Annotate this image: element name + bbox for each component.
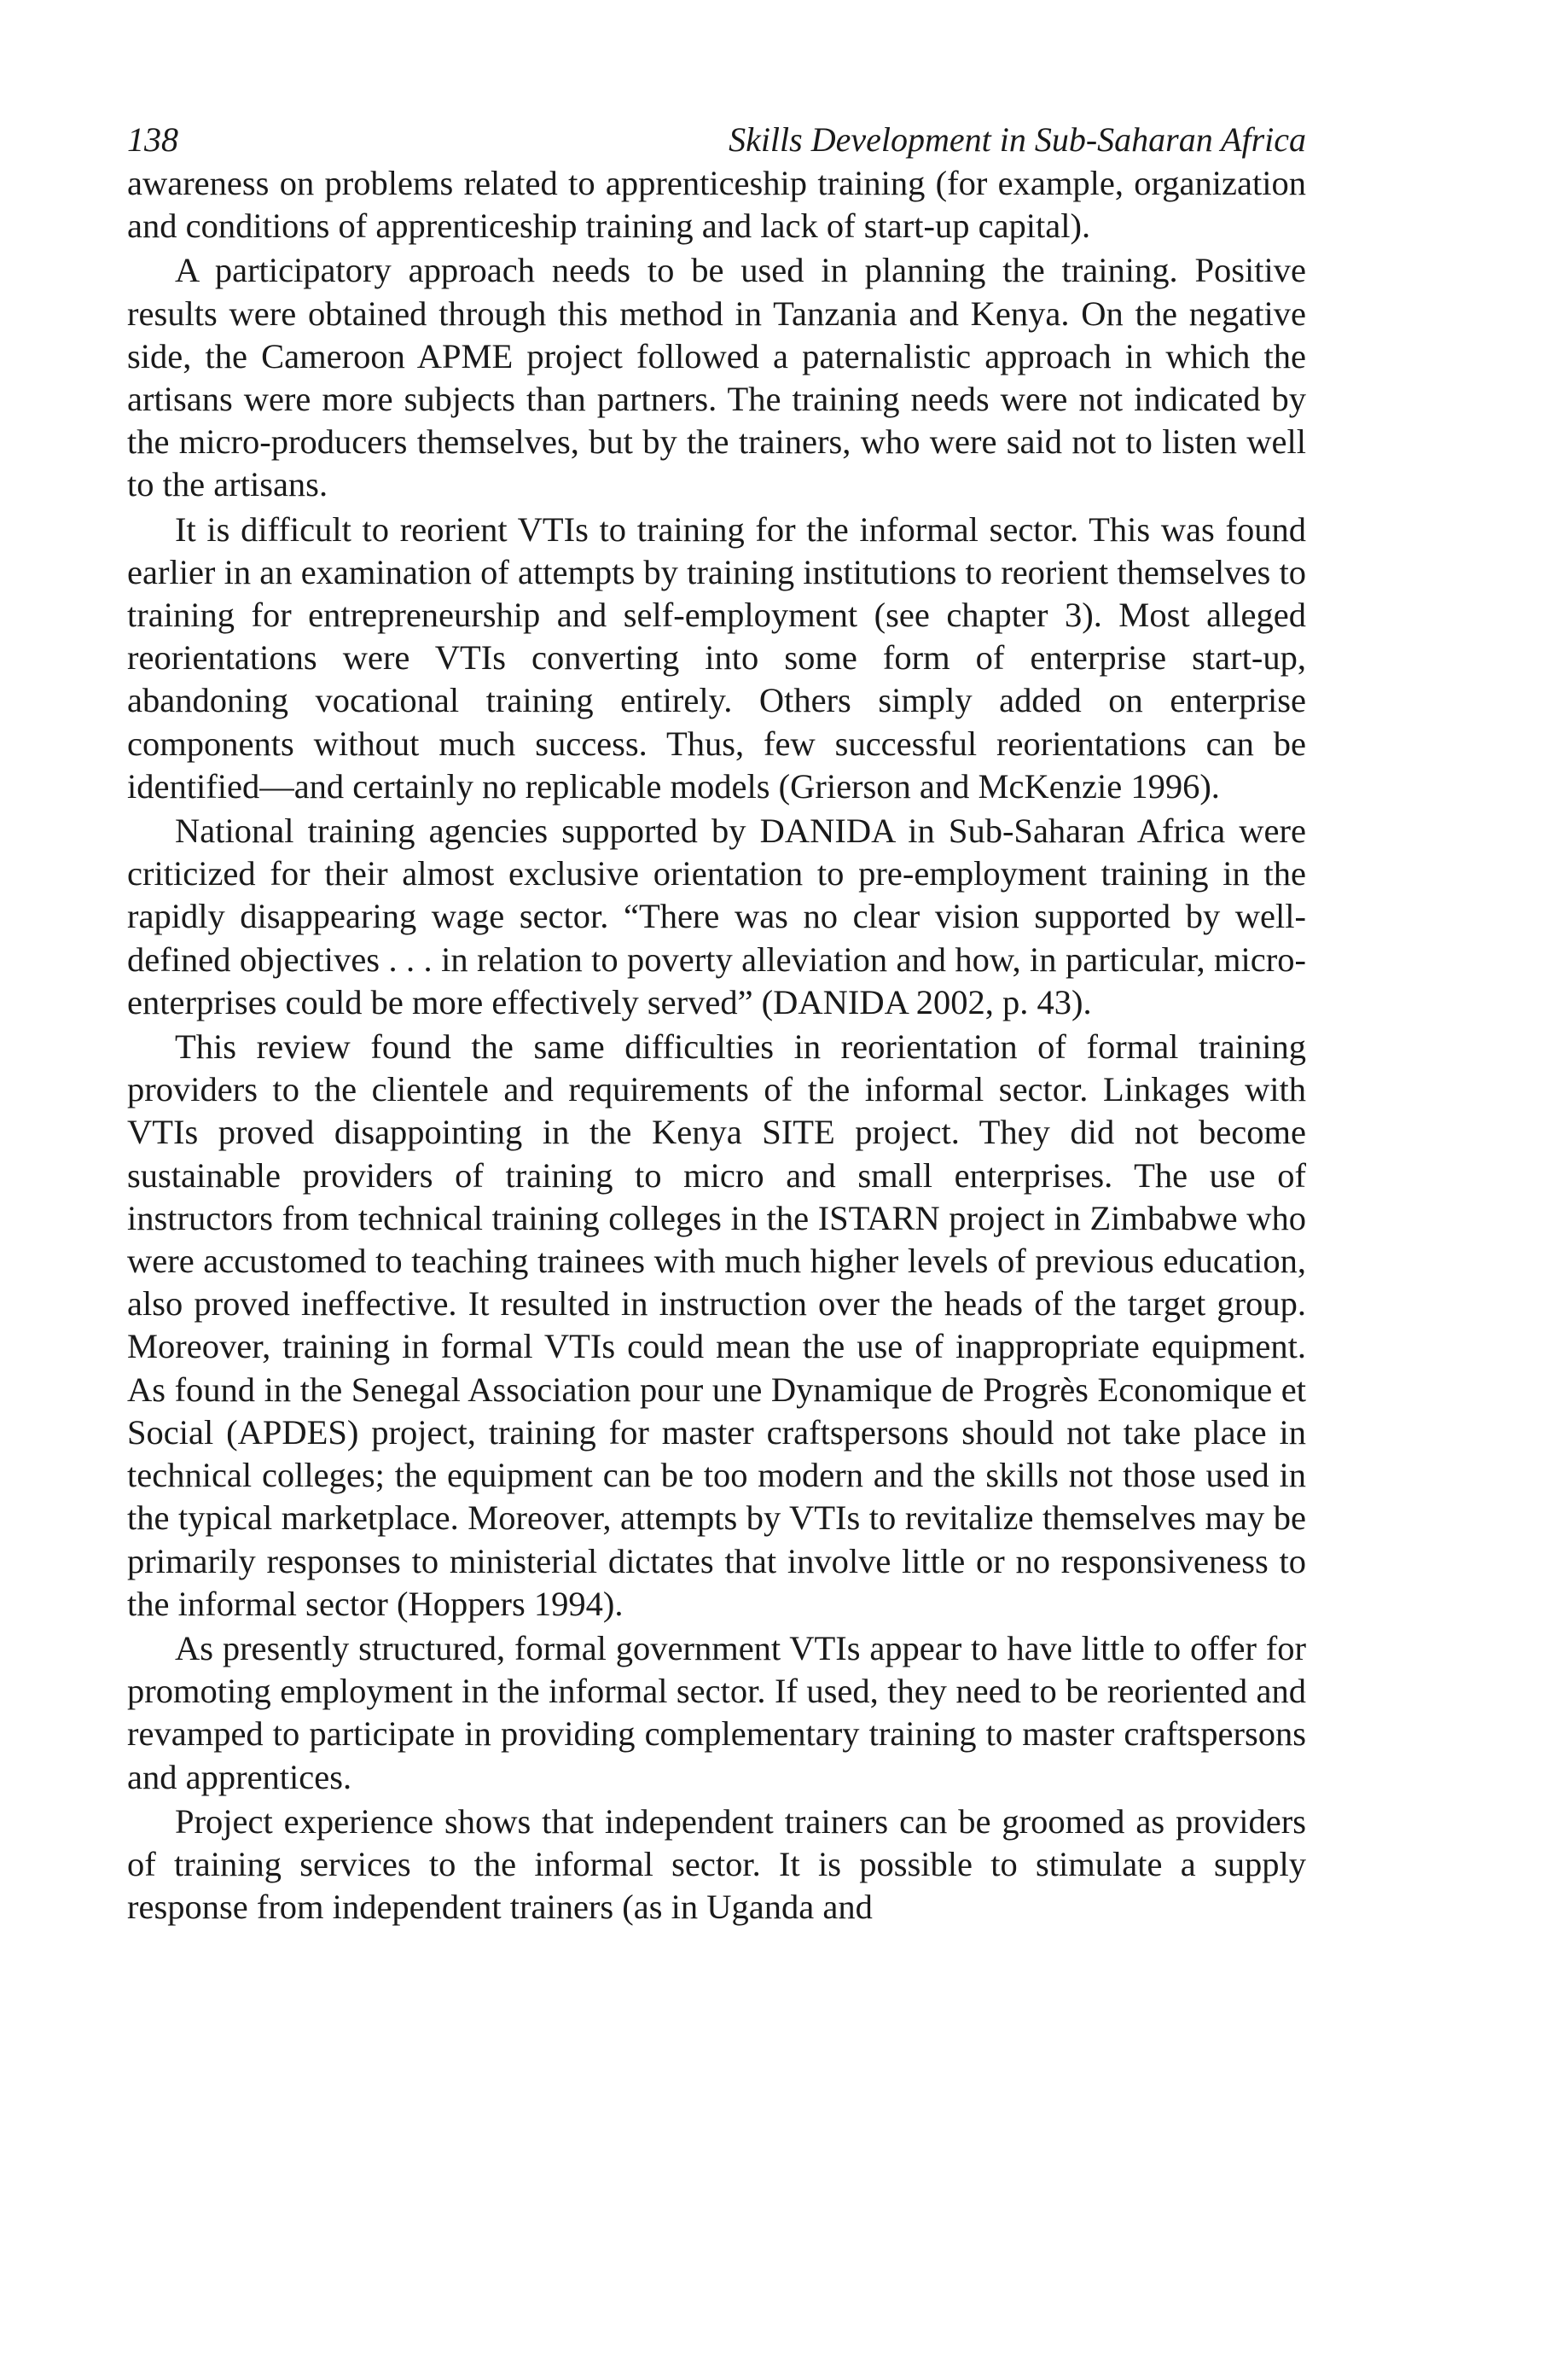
paragraph-formal-vtis: As presently structured, formal government VTIs appear to have little to offer for promoting employment in the informal sector. If used, they need to be reoriented and revamped to participate in providing complementary training to master craftspersons and apprentices. bbox=[127, 1628, 1306, 1796]
paragraph-review-difficulties: This review found the same difficulties in reorientation of formal training providers to the clientele and requirements of the informal sector. Linkages with VTIs proved disappointing in the Kenya SITE project. They did not become sustainable providers of training to micro and small enterprises. The use of instructors from technical training colleges in the ISTARN project in Zimbabwe who were accustomed to teaching trainees with much higher levels of previous education, also proved ineffective. It resulted in instruction over the heads of the target group. Moreover, training in formal VTIs could mean the use of inappropriate equipment. As found in the Senegal Association pour une Dynamique de Progrès Economique et Social (APDES) project, training for master craftspersons should not take place in technical colleges; the equipment can be too modern and the skills not those used in the typical marketplace. Moreover, attempts by VTIs to revitalize themselves may be primarily responses to ministerial dictates that involve little or no responsiveness to the informal sector (Hoppers 1994). bbox=[127, 1027, 1306, 1623]
book-page bbox=[127, 118, 1306, 1930]
page-number: 138 bbox=[127, 120, 178, 159]
book-title: Skills Development in Sub-Saharan Africa bbox=[729, 120, 1306, 159]
paragraph-danida-agencies: National training agencies supported by DANIDA in Sub-Saharan Africa were criticized for their almost exclusive orientation to pre-employment training in the rapidly disappearing wage sector. “There was no clear vision supported by well-defined objectives . . . in relation to poverty alleviation and how, in particular, micro-enterprises could be more effectively served” (DANIDA 2002, p. 43). bbox=[127, 812, 1306, 1021]
paragraph-reorient-vtis: It is difficult to reorient VTIs to training for the informal sector. This was found earlier in an examination of attempts by training institutions to reorient themselves to training for entrepreneurship and self-employment (see chapter 3). Most alleged reorientations were VTIs converting into some form of enterprise start-up, abandoning vocational training entirely. Others simply added on enterprise components without much success. Thus, few successful reorientations can be identified—and certainly no replicable models (Grierson and McKenzie 1996). bbox=[127, 509, 1306, 806]
body-text bbox=[127, 162, 1306, 1929]
paragraph-continuation: awareness on problems related to apprenticeship training (for example, organization and conditions of apprenticeship training and lack of start-up capital). bbox=[127, 164, 1306, 246]
paragraph-participatory-approach: A participatory approach needs to be used in planning the training. Positive results were obtained through this method in Tanzania and Kenya. On the negative side, the Cameroon APME project followed a paternalistic approach in which the artisans were more subjects than partners. The training needs were not indicated by the micro-producers themselves, but by the trainers, who were said not to listen well to the artisans. bbox=[127, 251, 1306, 504]
running-head bbox=[127, 118, 1306, 162]
paragraph-independent-trainers: Project experience shows that independent trainers can be groomed as providers of training services to the informal sector. It is possible to stimulate a supply response from independent trainers (as in Uganda and bbox=[127, 1801, 1306, 1927]
